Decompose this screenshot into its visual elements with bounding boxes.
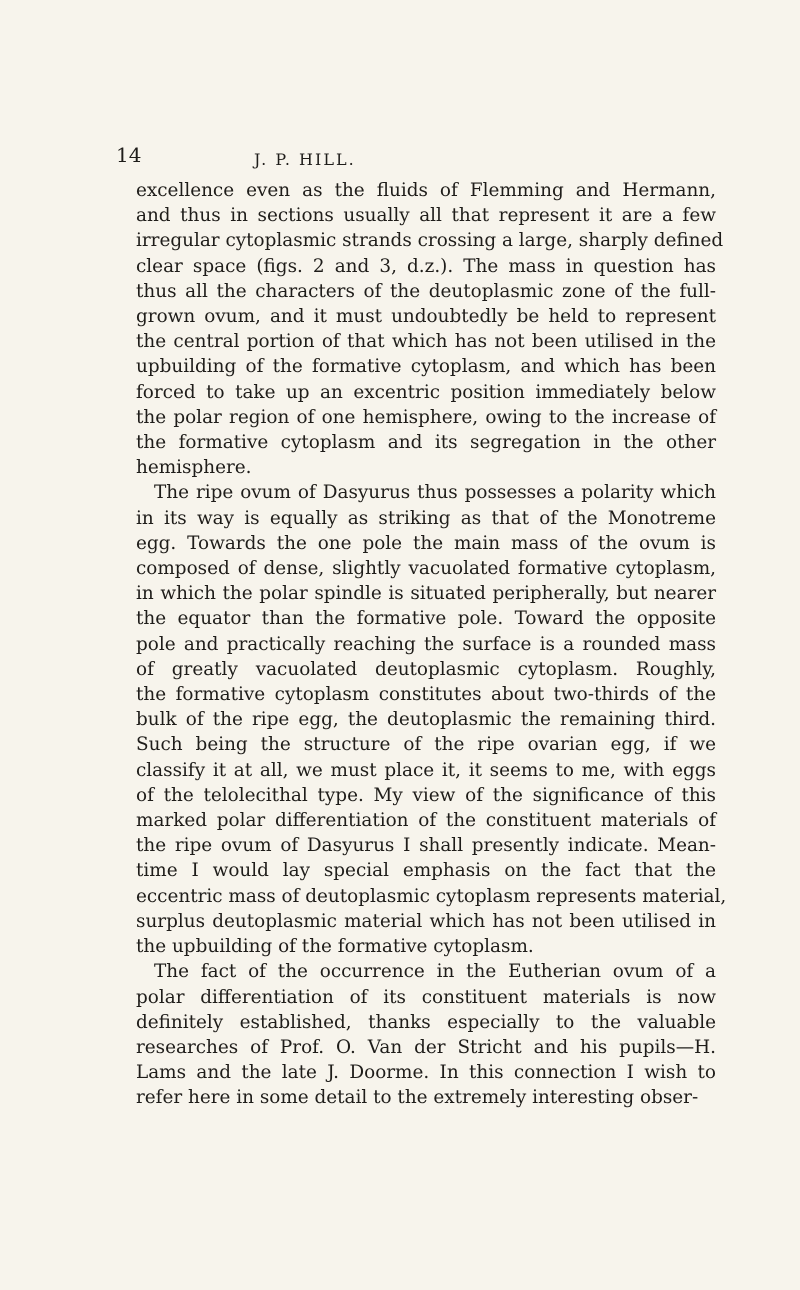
paragraph-1 [136, 178, 724, 480]
text-line: the formative cytoplasm constitutes about two-thirds of the [136, 684, 716, 706]
text-line: surplus deutoplasmic material which has not been utilised in [136, 910, 716, 932]
page-number: 14 [116, 143, 142, 167]
text-line: the central portion of that which has not been utilised in the [136, 331, 716, 353]
text-line: egg. Towards the one pole the main mass of the ovum is [136, 532, 716, 554]
text-line: the equator than the formative pole. Toward the opposite [136, 608, 716, 630]
text-line: irregular cytoplasmic strands crossing a large, sharply defined [136, 230, 724, 252]
text-line: the ripe ovum of Dasyurus I shall presently indicate. Mean- [136, 835, 716, 857]
text-line: forced to take up an excentric position immediately below [136, 381, 716, 403]
text-line: the upbuilding of the formative cytoplasm. [136, 936, 534, 958]
text-line: bulk of the ripe egg, the deutoplasmic the remaining third. [136, 709, 716, 731]
text-line: marked polar differentiation of the constituent materials of [136, 810, 716, 832]
text-line: in its way is equally as striking as that of the Monotreme [136, 507, 716, 529]
text-line: grown ovum, and it must undoubtedly be held to represent [136, 306, 716, 328]
text-line: hemisphere. [136, 457, 252, 479]
text-line: refer here in some detail to the extremely interesting obser- [136, 1087, 699, 1109]
text-line: The fact of the occurrence in the Eutherian ovum of a [154, 961, 716, 983]
text-line: the polar region of one hemisphere, owing to the increase of [136, 406, 716, 428]
text-line: thus all the characters of the deutoplasmic zone of the full- [136, 280, 716, 302]
text-line: in which the polar spindle is situated peripherally, but nearer [136, 583, 716, 605]
running-head: J. P. HILL. [254, 150, 356, 169]
text-line: classify it at all, we must place it, it seems to me, with eggs [136, 759, 716, 781]
text-line: of the telolecithal type. My view of the significance of this [136, 784, 716, 806]
text-line: clear space (figs. 2 and 3, d.z.). The mass in question has [136, 255, 716, 277]
text-line: and thus in sections usually all that represent it are a few [136, 205, 716, 227]
body-text [136, 178, 727, 1111]
text-line: researches of Prof. O. Van der Stricht and his pupils—H. [136, 1036, 716, 1058]
text-line: time I would lay special emphasis on the fact that the [136, 860, 716, 882]
text-line: polar differentiation of its constituent materials is now [136, 986, 716, 1008]
text-line: the formative cytoplasm and its segregation in the other [136, 432, 716, 454]
text-line: pole and practically reaching the surface is a rounded mass [136, 633, 716, 655]
text-line: Such being the structure of the ripe ovarian egg, if we [136, 734, 716, 756]
paragraph-2 [136, 480, 727, 959]
paragraph-3 [136, 959, 716, 1110]
text-line: composed of dense, slightly vacuolated formative cytoplasm, [136, 558, 716, 580]
text-line: Lams and the late J. Doorme. In this connection I wish to [136, 1062, 716, 1084]
text-line: excellence even as the fluids of Flemming and Hermann, [136, 180, 716, 201]
text-line: The ripe ovum of Dasyurus thus possesses a polarity which [154, 482, 716, 504]
text-line: upbuilding of the formative cytoplasm, and which has been [136, 356, 716, 378]
text-line: of greatly vacuolated deutoplasmic cytoplasm. Roughly, [136, 658, 716, 680]
text-line: eccentric mass of deutoplasmic cytoplasm represents material, [136, 885, 727, 907]
text-line: definitely established, thanks especially to the valuable [136, 1011, 716, 1033]
